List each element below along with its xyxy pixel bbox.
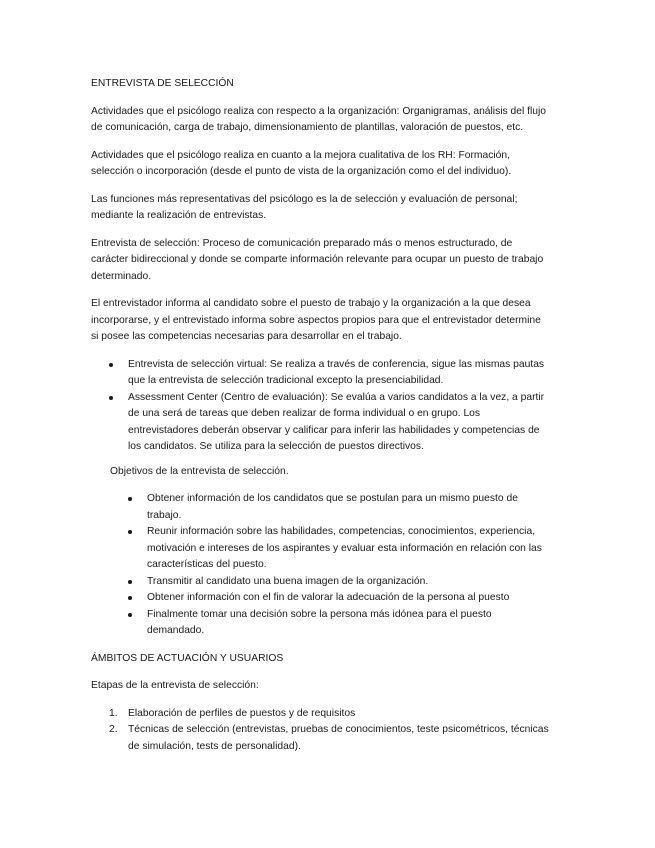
paragraph-interview-definition: Entrevista de selección: Proceso de comunicación preparado más o menos estructurado, de carácter bidireccional y donde se comparte información relevante para ocupar un puesto de trabajo determinado.: [91, 237, 544, 282]
section-title-ambitos: ÁMBITOS DE ACTUACIÓN Y USUARIOS: [91, 652, 284, 664]
stages-label: Etapas de la entrevista de selección:: [91, 680, 259, 691]
document-page: [91, 76, 551, 755]
paragraph-interviewer-role: El entrevistador informa al candidato sobre el puesto de trabajo y la organización a la que desea incorporarse, y el entrevistado informa sobre aspectos propios para que el entrevistador determine si posee las competencias necesarias para desarrollar en el trabajo.: [91, 298, 541, 342]
objectives-list: [91, 491, 551, 640]
stages-list: [91, 706, 551, 756]
list-item-objective: Finalmente tomar una decisión sobre la persona más idónea para el puesto demandado.: [147, 607, 551, 640]
stage-text: Elaboración de perfiles de puestos y de requisitos: [128, 707, 356, 719]
list-item-objective: Obtener información con el fin de valorar la adecuación de la persona al puesto: [147, 590, 551, 607]
paragraph-psychologist-functions: Las funciones más representativas del psicólogo es la de selección y evaluación de personal; mediante la realización de entrevistas.: [91, 193, 518, 221]
objectives-label: Objetivos de la entrevista de selección.: [110, 465, 289, 477]
list-item-virtual-interview: Entrevista de selección virtual: Se realiza a través de conferencia, sigue las mismas pautas que la entrevista de selección tradicional excepto la presenciabilidad.: [128, 357, 551, 390]
list-item-stage: [109, 706, 551, 723]
list-item-objective: Transmitir al candidato una buena imagen de la organización.: [147, 574, 551, 591]
list-item-stage: [109, 722, 551, 755]
stage-number: 1.: [109, 707, 118, 719]
paragraph-organization-activities: Actividades que el psicólogo realiza con respecto a la organización: Organigramas, análisis del flujo de comunicación, carga de trabajo, dimensionamiento de plantillas, valoración de puestos, etc.: [91, 105, 547, 133]
stage-number: 2.: [109, 724, 118, 735]
stage-text: Técnicas de selección (entrevistas, pruebas de conocimientos, teste psicométricos, técnicas de simulación, tests de personalidad).: [128, 724, 549, 752]
list-item-objective: Obtener información de los candidatos que se postulan para un mismo puesto de trabajo.: [147, 491, 551, 524]
interview-types-list: [91, 357, 551, 456]
list-item-objective: Reunir información sobre las habilidades, competencias, conocimientos, experiencia, motivación e intereses de los aspirantes y evaluar esta información en relación con las características del puesto.: [147, 524, 551, 574]
list-item-assessment-center: Assessment Center (Centro de evaluación): Se evalúa a varios candidatos a la vez, a partir de una será de tareas que deben realizar de forma individual o en grupo. Los entrevistadores deberán observar y calificar para inferir las habilidades y competencias de los candidatos. Se utiliza para la selección de puestos directivos.: [128, 390, 551, 456]
document-title: ENTREVISTA DE SELECCIÓN: [91, 78, 234, 89]
paragraph-rh-activities: Actividades que el psicólogo realiza en cuanto a la mejora cualitativa de los RH: Formación, selección o incorporación (desde el punto de vista de la organización como el del individuo).: [91, 149, 512, 177]
